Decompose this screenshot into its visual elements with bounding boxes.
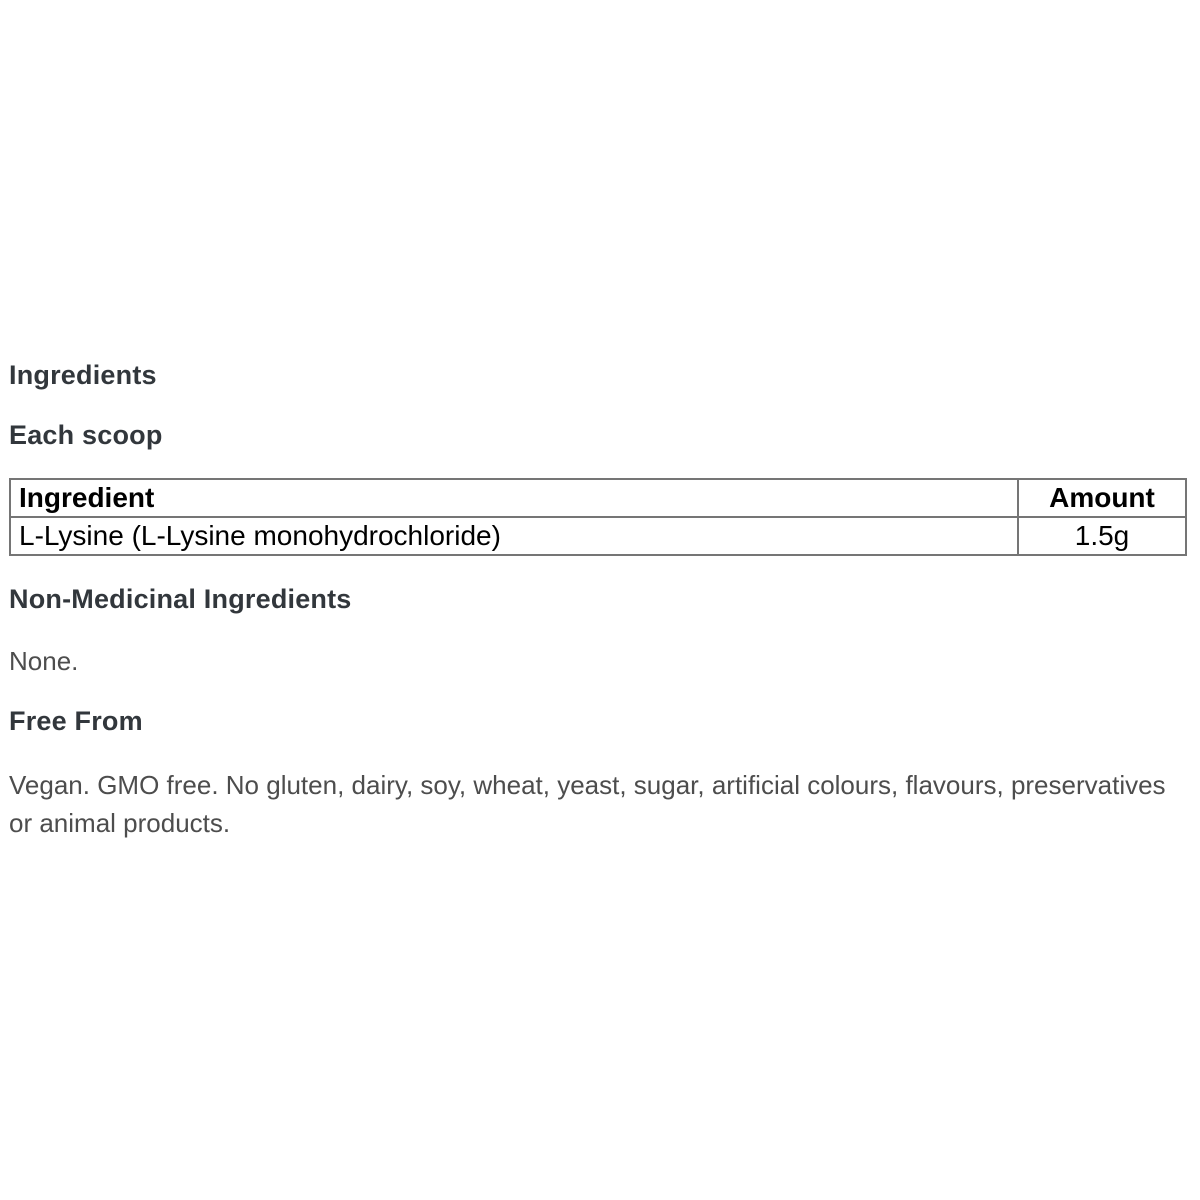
serving-size-heading: Each scoop: [9, 420, 163, 450]
column-header-amount: Amount: [1018, 479, 1186, 517]
ingredient-name-cell: L-Lysine (L-Lysine monohydrochloride): [10, 517, 1018, 555]
ingredient-amount-cell: 1.5g: [1018, 517, 1186, 555]
ingredients-table: [9, 478, 1187, 556]
non-medicinal-heading: Non-Medicinal Ingredients: [9, 584, 352, 614]
ingredients-heading: Ingredients: [9, 360, 157, 390]
table-header-row: [10, 479, 1186, 517]
table-row: [10, 517, 1186, 555]
free-from-heading: Free From: [9, 706, 143, 736]
column-header-ingredient: Ingredient: [10, 479, 1018, 517]
non-medicinal-value: None.: [9, 646, 79, 676]
free-from-value: Vegan. GMO free. No gluten, dairy, soy, wheat, yeast, sugar, artificial colours, flavours, preservatives or animal products.: [9, 770, 1166, 838]
